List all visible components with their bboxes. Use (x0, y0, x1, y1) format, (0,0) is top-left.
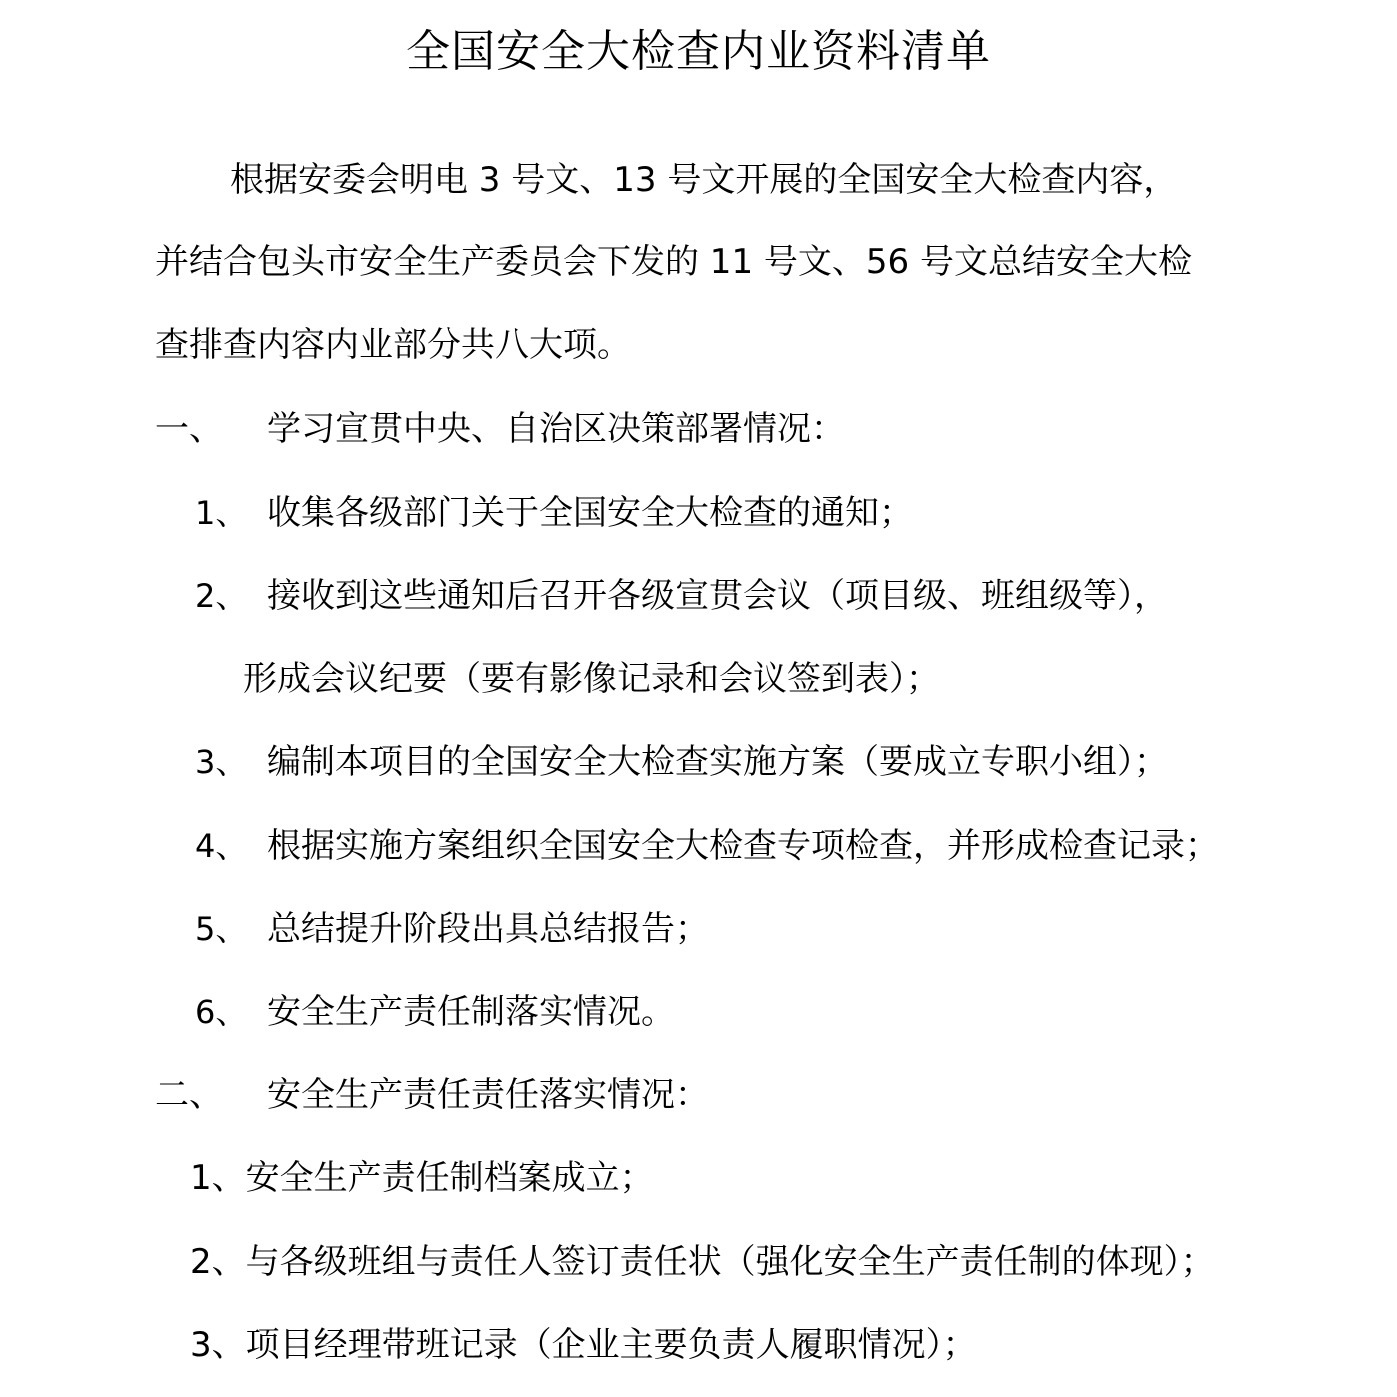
section-1-number: 一、 (155, 409, 223, 449)
document-title: 全国安全大检查内业资料清单 (406, 26, 991, 77)
list-item: 1、安全生产责任制档案成立； (190, 1158, 654, 1198)
list-item-text: 根据实施方案组织全国安全大检查专项检查，并形成检查记录； (267, 826, 1219, 866)
list-item-text: 收集各级部门关于全国安全大检查的通知； (267, 493, 913, 533)
section-2-heading: 安全生产责任责任落实情况： (267, 1075, 709, 1115)
list-item-text: 编制本项目的全国安全大检查实施方案（要成立专职小组）； (267, 742, 1168, 782)
intro-line-2: 并结合包头市安全生产委员会下发的 11 号文、56 号文总结安全大检 (155, 242, 1192, 282)
intro-line-1: 根据安委会明电 3 号文、13 号文开展的全国安全大检查内容， (230, 160, 1178, 200)
list-item-continuation: 形成会议纪要（要有影像记录和会议签到表）； (243, 659, 940, 699)
list-item: 3、项目经理带班记录（企业主要负责人履职情况）； (190, 1325, 977, 1365)
list-item-text: 总结提升阶段出具总结报告； (267, 909, 709, 949)
list-item-number: 4、 (195, 827, 248, 865)
list-item-number: 6、 (195, 993, 248, 1031)
intro-line-3: 查排查内容内业部分共八大项。 (155, 325, 631, 365)
section-2-number: 二、 (155, 1075, 223, 1115)
list-item-text: 接收到这些通知后召开各级宣贯会议（项目级、班组级等）， (267, 576, 1168, 616)
list-item: 2、与各级班组与责任人签订责任状（强化安全生产责任制的体现）； (190, 1242, 1215, 1282)
list-item-number: 3、 (195, 743, 248, 781)
list-item-number: 1、 (195, 494, 248, 532)
list-item-text: 安全生产责任制落实情况。 (267, 992, 675, 1032)
list-item-number: 5、 (195, 910, 248, 948)
list-item-number: 2、 (195, 577, 248, 615)
section-1-heading: 学习宣贯中央、自治区决策部署情况： (267, 409, 845, 449)
